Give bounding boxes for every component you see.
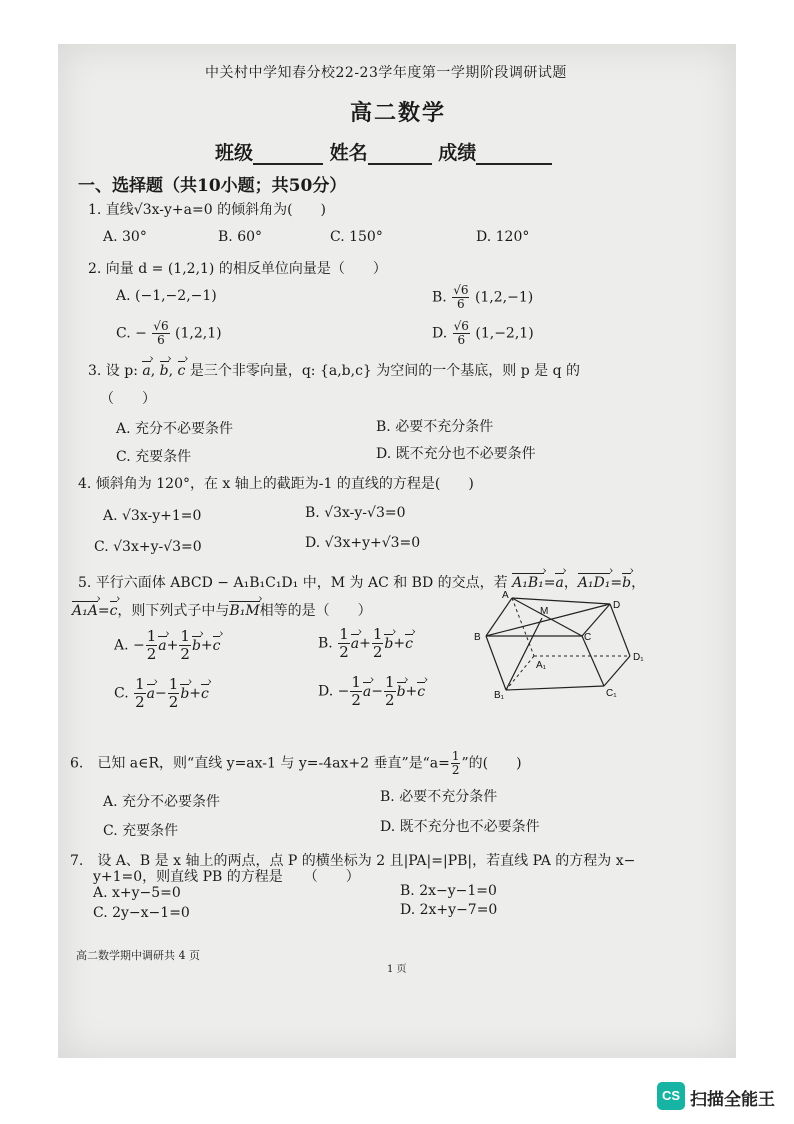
score-blank[interactable] [476, 143, 552, 165]
q5-option-b[interactable]: B. $\frac{1}{2}$ a ›+ $\frac{1}{2}$ b ›+c › [318, 626, 413, 661]
name-label: 姓名 [329, 142, 368, 164]
q5-option-a[interactable]: A. − $\frac{1}{2}$ a ›+ $\frac{1}{2}$ b ›+c › [114, 628, 220, 663]
q2-option-c[interactable]: C. − $\frac{√6}{6}$ (1,2,1) [116, 319, 222, 347]
q4-option-c[interactable]: C. √3x+y-√3=0 [94, 539, 202, 555]
class-blank[interactable] [253, 143, 323, 165]
label-a: A [502, 590, 509, 601]
section-heading: 一、选择题（共10小题；共50分） [78, 176, 347, 196]
q2-option-d[interactable]: D. $\frac{√6}{6}$ (1,−2,1) [432, 319, 534, 347]
q3-option-a[interactable]: A. 充分不必要条件 [116, 421, 234, 437]
label-d1: D₁ [633, 652, 644, 663]
camscanner-label: 扫描全能王 [690, 1090, 775, 1110]
q6-option-b[interactable]: B. 必要不充分条件 [380, 789, 498, 805]
footer-page-number: 1 页 [387, 964, 407, 975]
question-5-line2: A₁A ›=c ›，则下列式子中与B₁M ›相等的是（ ） [72, 600, 372, 620]
question-6: 6. 已知 a∈R，则“直线 y=ax-1 与 y=-4ax+2 垂直”是“a= $\frac{1}{2}$ ”的( ) [70, 749, 522, 777]
question-3: 3. 设 p: a ›, b ›, c › 是三个非零向量，q: {a,b,c} 为空间的一个基底，则 p 是 q 的 [88, 360, 580, 380]
class-label: 班级 [215, 142, 254, 164]
label-b1: B₁ [494, 690, 505, 700]
q3-option-b[interactable]: B. 必要不充分条件 [376, 419, 494, 435]
q4-option-b[interactable]: B. √3x-y-√3=0 [305, 505, 406, 521]
question-3-paren: （ ） [100, 391, 156, 407]
label-c: C [584, 632, 592, 643]
question-1: 1. 直线√3x-y+a=0 的倾斜角为( ) [88, 202, 327, 218]
q1-option-a[interactable]: A. 30° [103, 229, 147, 245]
question-7: 7. 设 A、B 是 x 轴上的两点，点 P 的横坐标为 2 且|PA|=|PB|，若直线 PA 的方程为 x− [70, 853, 636, 869]
q3-option-c[interactable]: C. 充要条件 [116, 449, 192, 465]
q7-option-b[interactable]: B. 2x−y−1=0 [400, 883, 497, 899]
page-title: 高二数学 [350, 100, 447, 126]
q7-option-d[interactable]: D. 2x+y−7=0 [400, 902, 498, 918]
label-c1: C₁ [606, 688, 617, 699]
name-blank[interactable] [368, 143, 432, 165]
question-4: 4. 倾斜角为 120°，在 x 轴上的截距为-1 的直线的方程是( ) [78, 476, 474, 492]
footer-total-pages: 高二数学期中调研共 4 页 [76, 949, 200, 962]
parallelepiped-figure [470, 588, 660, 700]
label-a1: A₁ [536, 660, 547, 671]
student-info [215, 138, 552, 165]
q2-option-b[interactable]: B. $\frac{√6}{6}$ (1,2,−1) [432, 283, 534, 311]
q3-option-d[interactable]: D. 既不充分也不必要条件 [376, 446, 536, 462]
label-b: B [474, 632, 481, 643]
q1-option-c[interactable]: C. 150° [330, 229, 383, 245]
q1-option-d[interactable]: D. 120° [476, 229, 530, 245]
q2-option-a[interactable]: A. (−1,−2,−1) [116, 288, 217, 304]
q6-option-c[interactable]: C. 充要条件 [103, 823, 179, 839]
q1-option-b[interactable]: B. 60° [218, 229, 263, 245]
q5-option-d[interactable]: D. − $\frac{1}{2}$ a ›− $\frac{1}{2}$ b ›+c › [318, 674, 425, 709]
label-m: M [540, 606, 549, 617]
question-7-line2: y+1=0，则直线 PB 的方程是 （ ） [93, 869, 360, 885]
question-5: 5. 平行六面体 ABCD − A₁B₁C₁D₁ 中，M 为 AC 和 BD 的交点，若 A₁B₁ ›=a ›，A₁D₁ ›=b ›， [78, 572, 645, 592]
camscanner-logo-icon: CS [657, 1082, 685, 1110]
label-d: D [613, 600, 621, 611]
q7-option-a[interactable]: A. x+y−5=0 [93, 885, 181, 901]
q7-option-c[interactable]: C. 2y−x−1=0 [93, 905, 190, 921]
question-2: 2. 向量 d = (1,2,1) 的相反单位向量是（ ） [88, 261, 387, 277]
q4-option-d[interactable]: D. √3x+y+√3=0 [305, 535, 421, 551]
q6-option-d[interactable]: D. 既不充分也不必要条件 [380, 819, 540, 835]
score-label: 成绩 [438, 142, 477, 164]
q5-option-c[interactable]: C. $\frac{1}{2}$ a ›− $\frac{1}{2}$ b ›+c › [114, 676, 209, 711]
q4-option-a[interactable]: A. √3x-y+1=0 [103, 508, 202, 524]
q6-option-a[interactable]: A. 充分不必要条件 [103, 794, 221, 810]
exam-header: 中关村中学知春分校22-23学年度第一学期阶段调研试题 [205, 65, 567, 81]
